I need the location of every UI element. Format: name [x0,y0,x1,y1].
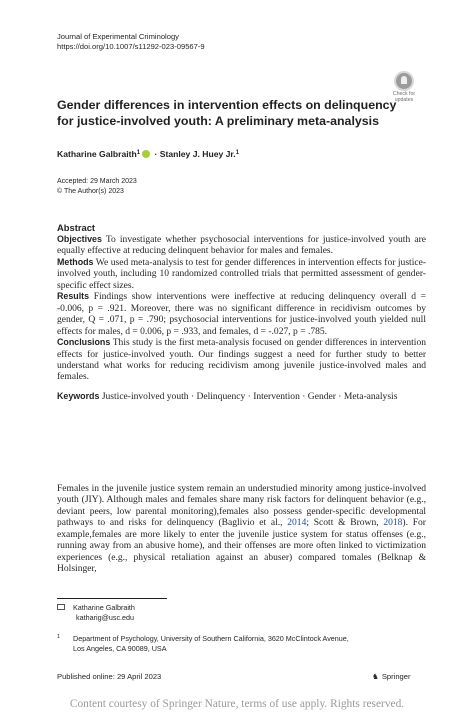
results-label: Results [57,291,90,302]
affiliation-line: Department of Psychology, University of Southern California, 3620 McClintock Avenue, [73,634,349,643]
article-dates [57,177,137,197]
envelope-icon [57,604,65,610]
affiliation-line: Los Angeles, CA 90089, USA [73,644,167,653]
publisher-name: Springer [381,672,411,681]
corresponding-author-name: Katharine Galbraith [73,603,135,612]
author-name[interactable]: Katharine Galbraith [57,149,137,159]
author-separator: · [152,149,160,159]
objectives-text: To investigate whether psychosocial interventions for justice-involved youth are equally effective at reducing delinquent behavior for males and females. [57,234,427,257]
footnote-divider [57,598,167,599]
springer-horse-icon: ♞ [372,672,379,681]
methods-text: We used meta-analysis to test for gender differences in intervention effects for justice-involved youth, including 10 randomized controlled trials that permitted assessment of gender-specific effect sizes. [57,256,427,291]
abstract-conclusions [57,337,426,383]
orcid-icon[interactable] [142,150,150,158]
conclusions-label: Conclusions [57,337,111,348]
keywords [57,391,426,402]
abstract-objectives [57,234,426,257]
courtesy-watermark: Content courtesy of Springer Nature, terms of use apply. Rights reserved. [69,698,405,710]
publisher-logo [372,672,411,682]
abstract-results [57,291,426,337]
corresponding-email[interactable]: katharig@usc.edu [76,613,135,622]
citation-link[interactable]: 2018 [383,517,403,529]
affiliation-footnote [57,634,427,654]
body-text-segment: ). For example,females are more likely to enter the juvenile justice system for status offenses (e.g., running away from an abusive home), and their offenses are more often linked to victimization experiences (e.g., physical retaliation against an abuser) compared tomales (Belknap & Holsinger, [57,517,426,575]
author-name[interactable]: Stanley J. Huey Jr. [159,149,236,159]
affiliation-marker: 1 [235,150,240,156]
article-title: Gender differences in intervention effects on delinquency for justice-involved youth: A preliminary meta-analysis [57,98,397,128]
abstract-heading: Abstract [57,222,96,233]
journal-header [57,32,205,52]
check-updates-line1: Check for [392,91,416,97]
journal-name: Journal of Experimental Criminology [57,32,179,41]
check-updates-line2: updates [394,97,414,103]
published-online-date: Published online: 29 April 2023 [57,672,162,681]
results-text: Findings show interventions were ineffective at reducing delinquency overall d = -0.006, p = .921. Moreover, there was no significant difference in recidivism outcomes by gender, Q = .071, p = .790; psychosocial interventions for justice-involved youth yielded null effects for males, d = 0.006, p = .933, and females, d = -.027, p = .785. [57,291,427,337]
affiliation-number: 1 [57,634,61,640]
doi-link[interactable]: https://doi.org/10.1007/s11292-023-09567-9 [57,42,205,51]
citation-link[interactable]: 2014 [287,517,307,529]
copyright-notice: © The Author(s) 2023 [57,188,124,195]
corresponding-author [57,603,135,623]
accepted-date: Accepted: 29 March 2023 [57,178,137,185]
abstract-section [57,222,426,402]
abstract-methods [57,257,426,291]
objectives-label: Objectives [57,234,102,244]
body-paragraph [57,483,426,575]
affiliation-marker: 1 [136,150,141,156]
body-text-segment: Females in the juvenile justice system remain an understudied minority among justice-involved youth (JIY). Although males and females share many risk factors for delinquent behavior (e.g., deviant peers, low parental monitoring),females also possess gender-specific developmental pathways to and risks for delinquency (Baglivio et al., [57,483,426,529]
check-updates-icon [394,71,414,91]
keywords-text: Justice-involved youth · Delinquency · Intervention · Gender · Meta-analysis [101,390,398,402]
keywords-label: Keywords [57,390,100,401]
body-text-segment: ; Scott & Brown, [306,517,384,529]
author-list [57,148,239,160]
methods-label: Methods [57,256,94,267]
conclusions-text: This study is the first meta-analysis focused on gender differences in intervention effects for justice-involved youth. Our findings suggest a need for further study to better understand what works for reducing recidivism among juvenile justice-involved males and females. [57,337,427,383]
